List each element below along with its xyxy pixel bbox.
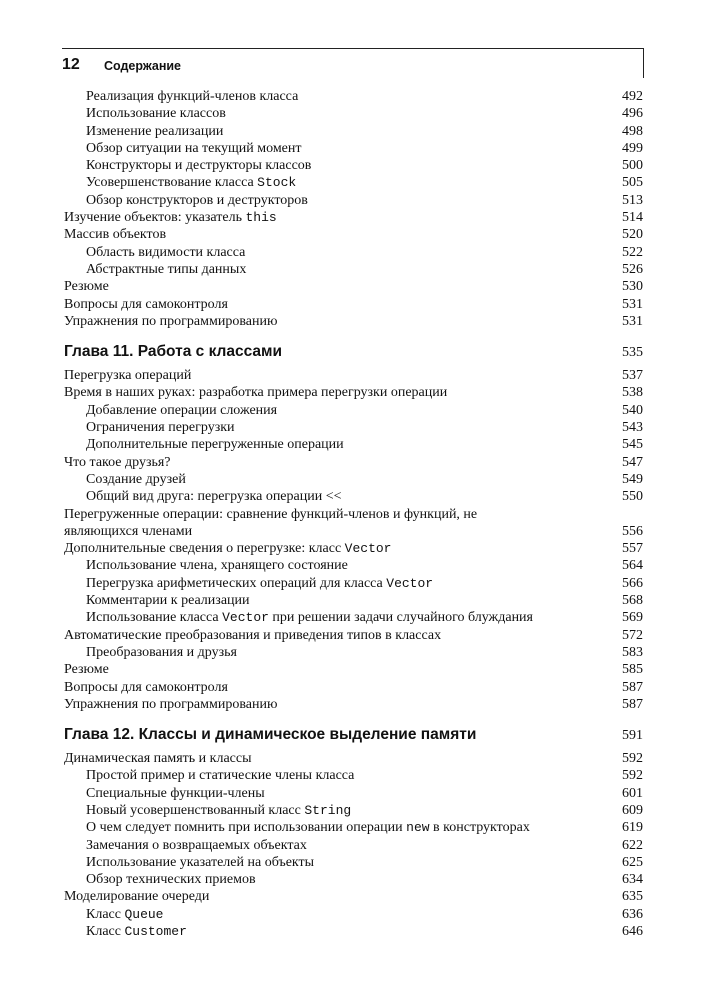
toc-entry-title: Перегрузка арифметических операций для класса Vector: [86, 575, 434, 591]
toc-entry-title: Время в наших руках: разработка примера перегрузки операции: [64, 385, 448, 401]
toc-entry-page: 549: [622, 471, 643, 487]
code-term: Vector: [386, 575, 434, 591]
toc-entry-title: Ограничения перегрузки: [86, 420, 235, 436]
toc-entry[interactable]: [64, 226, 643, 243]
toc-entry[interactable]: [64, 575, 643, 592]
toc-entry-title: Резюме: [64, 279, 109, 295]
toc-entry[interactable]: [64, 644, 643, 661]
toc-entry-page: 601: [622, 785, 643, 801]
toc-entry-page: 514: [622, 210, 643, 226]
toc-entry-page: 635: [622, 889, 643, 905]
toc-entry-page: 568: [622, 593, 643, 609]
toc-entry-page: 587: [622, 696, 643, 712]
toc-entry[interactable]: [64, 209, 643, 226]
toc-entry[interactable]: [64, 767, 643, 784]
toc-entry-page: 609: [622, 802, 643, 818]
toc-entry-page: 545: [622, 437, 643, 453]
toc-group-1: [64, 88, 643, 330]
chapter-title: Глава 12. Классы и динамическое выделение памяти: [64, 726, 477, 744]
toc-entry[interactable]: [64, 454, 643, 471]
code-term: Vector: [344, 541, 392, 557]
toc-entry-title: Усовершенствование класса Stock: [86, 175, 297, 191]
toc-entry[interactable]: [64, 506, 643, 541]
toc-entry[interactable]: [64, 384, 643, 401]
toc-entry-title: Дополнительные перегруженные операции: [86, 437, 344, 453]
toc-entry-page: 538: [622, 385, 643, 401]
toc-entry[interactable]: [64, 313, 643, 330]
toc-entry-page: 526: [622, 261, 643, 277]
toc-entry-title: Специальные функции-члены: [86, 785, 265, 801]
toc-entry[interactable]: [64, 244, 643, 261]
code-term: String: [304, 802, 352, 818]
toc-entry-title: Обзор конструкторов и деструкторов: [86, 192, 308, 208]
chapter-11-heading[interactable]: [64, 343, 643, 361]
toc-entry-title: Класс Queue: [86, 906, 164, 922]
toc-entry[interactable]: [64, 923, 643, 940]
page-number: 12: [62, 56, 80, 73]
toc-entry-page: 587: [622, 679, 643, 695]
code-term: Vector: [222, 610, 269, 626]
toc-entry-title: Новый усовершенствованный класс String: [86, 802, 352, 818]
toc-entry-page: 636: [622, 906, 643, 922]
toc-entry-title: Замечания о возвращаемых объектах: [86, 837, 307, 853]
toc-entry-title: Упражнения по программированию: [64, 313, 278, 329]
toc-entry[interactable]: [64, 157, 643, 174]
toc-entry-page: 498: [622, 123, 643, 139]
toc-entry-title: Обзор технических приемов: [86, 872, 256, 888]
toc-entry-title: Вопросы для самоконтроля: [64, 296, 228, 312]
toc-entry[interactable]: [64, 661, 643, 678]
toc-entry-title: Использование класса Vector при решении задачи случайного блуждания: [86, 610, 533, 626]
header-rule: [62, 48, 644, 49]
toc-entry-page: 646: [622, 924, 643, 940]
toc-entry-title: Изменение реализации: [86, 123, 224, 139]
toc-entry-page: 569: [622, 610, 643, 626]
code-term: Stock: [257, 175, 297, 191]
toc-entry[interactable]: [64, 278, 643, 295]
toc-entry-page: 583: [622, 644, 643, 660]
toc-entry-page: 500: [622, 158, 643, 174]
toc-entry-title: Резюме: [64, 662, 109, 678]
toc-entry[interactable]: [64, 105, 643, 122]
toc-entry-page: 585: [622, 662, 643, 678]
toc-entry-page: 622: [622, 837, 643, 853]
toc-entry[interactable]: [64, 419, 643, 436]
toc-entry[interactable]: [64, 854, 643, 871]
toc-entry[interactable]: [64, 592, 643, 609]
toc-entry-page: 499: [622, 140, 643, 156]
toc-entry-title: Использование члена, хранящего состояние: [86, 558, 348, 574]
toc-entry-title: Преобразования и друзья: [86, 644, 237, 660]
toc-entry-page: 619: [622, 820, 643, 836]
toc-entry-title: Перегрузка операций: [64, 368, 192, 384]
toc-entry[interactable]: [64, 367, 643, 384]
toc-entry[interactable]: [64, 436, 643, 453]
section-title: Содержание: [104, 59, 182, 73]
chapter-12-heading[interactable]: [64, 726, 643, 744]
toc-entry-title: Что такое друзья?: [64, 454, 171, 470]
toc-entry[interactable]: [64, 471, 643, 488]
chapter-page: 535: [622, 345, 643, 361]
toc-entry-title: Динамическая память и классы: [64, 751, 252, 767]
chapter-page: 591: [622, 728, 643, 744]
toc-entry[interactable]: [64, 557, 643, 574]
toc-entry-title: Комментарии к реализации: [86, 593, 250, 609]
toc-entry[interactable]: [64, 192, 643, 209]
toc-entry-title: Использование указателей на объекты: [86, 854, 315, 870]
code-term: new: [406, 820, 430, 836]
toc-entry[interactable]: [64, 123, 643, 140]
toc-entry-title: Абстрактные типы данных: [86, 261, 247, 277]
toc-entry[interactable]: [64, 402, 643, 419]
code-term: Customer: [124, 924, 187, 940]
toc-entry-page: 592: [622, 751, 643, 767]
toc-entry-page: 522: [622, 244, 643, 260]
toc-entry-title: Автоматические преобразования и приведения типов в классах: [64, 627, 442, 643]
toc-entry-title: Изучение объектов: указатель this: [64, 210, 277, 226]
toc-entry-title: Простой пример и статические члены класса: [86, 768, 355, 784]
toc-entry-page: 547: [622, 454, 643, 470]
toc-entry[interactable]: [64, 696, 643, 713]
toc-entry[interactable]: [64, 627, 643, 644]
toc-entry[interactable]: [64, 819, 643, 836]
toc-entry[interactable]: [64, 888, 643, 905]
toc-entry-page: 496: [622, 106, 643, 122]
toc-entry[interactable]: [64, 488, 643, 505]
toc-entry-page: 513: [622, 192, 643, 208]
toc-entry[interactable]: [64, 261, 643, 278]
toc-entry-title: Класс Customer: [86, 924, 187, 940]
toc-entry[interactable]: [64, 140, 643, 157]
toc-entry-page: 566: [622, 575, 643, 591]
toc-entry-title: Реализация функций-членов класса: [86, 89, 299, 104]
toc-group-3: [64, 750, 643, 940]
toc-entry-title: Вопросы для самоконтроля: [64, 679, 228, 695]
toc-entry-page: 492: [622, 89, 643, 104]
toc-entry-title: Массив объектов: [64, 227, 167, 243]
toc-entry-title: Обзор ситуации на текущий момент: [86, 140, 302, 156]
toc-entry-page: 550: [622, 489, 643, 505]
chapter-title: Глава 11. Работа с классами: [64, 343, 283, 361]
toc-entry-page: 537: [622, 368, 643, 384]
toc-entry[interactable]: [64, 609, 643, 626]
table-of-contents: [64, 88, 643, 940]
toc-entry[interactable]: [64, 750, 643, 767]
toc-entry-title: Использование классов: [86, 106, 226, 122]
toc-entry[interactable]: [64, 837, 643, 854]
toc-entry-page: 530: [622, 279, 643, 295]
toc-entry-title: Область видимости класса: [86, 244, 246, 260]
toc-entry[interactable]: [64, 540, 643, 557]
toc-entry-title: Дополнительные сведения о перегрузке: класс Vector: [64, 541, 392, 557]
toc-entry-page: 531: [622, 296, 643, 312]
toc-entry[interactable]: [64, 785, 643, 802]
toc-entry-page: 592: [622, 768, 643, 784]
toc-entry-title: Конструкторы и деструкторы классов: [86, 158, 312, 174]
toc-entry-title: Перегруженные операции: сравнение функций-членов и функций, не являющихся членами: [64, 506, 478, 539]
toc-entry[interactable]: [64, 679, 643, 696]
toc-entry-title: Моделирование очереди: [64, 889, 210, 905]
toc-entry-page: 505: [622, 175, 643, 191]
toc-entry[interactable]: [64, 296, 643, 313]
header-rule-vertical: [643, 48, 644, 78]
toc-entry-page: 572: [622, 627, 643, 643]
code-term: Queue: [124, 906, 164, 922]
toc-entry[interactable]: [64, 88, 643, 105]
toc-entry[interactable]: [64, 906, 643, 923]
toc-entry-page: 543: [622, 420, 643, 436]
toc-entry-page: 557: [622, 541, 643, 557]
toc-entry-page: 531: [622, 313, 643, 329]
toc-entry-page: 564: [622, 558, 643, 574]
toc-entry-title: Общий вид друга: перегрузка операции <<: [86, 489, 342, 505]
page-header: [62, 48, 644, 78]
toc-group-2: [64, 367, 643, 713]
toc-entry-page: 634: [622, 872, 643, 888]
toc-entry[interactable]: [64, 174, 643, 191]
toc-entry-page: 520: [622, 227, 643, 243]
code-term: this: [245, 210, 277, 226]
toc-entry-page: 625: [622, 854, 643, 870]
toc-entry[interactable]: [64, 802, 643, 819]
toc-entry-page: 540: [622, 402, 643, 418]
toc-entry-title: Добавление операции сложения: [86, 402, 278, 418]
toc-entry[interactable]: [64, 871, 643, 888]
toc-entry-title: Создание друзей: [86, 471, 186, 487]
toc-entry-title: О чем следует помнить при использовании операции new в конструкторах: [86, 820, 530, 836]
toc-entry-title: Упражнения по программированию: [64, 696, 278, 712]
toc-entry-page: 556: [622, 523, 643, 539]
